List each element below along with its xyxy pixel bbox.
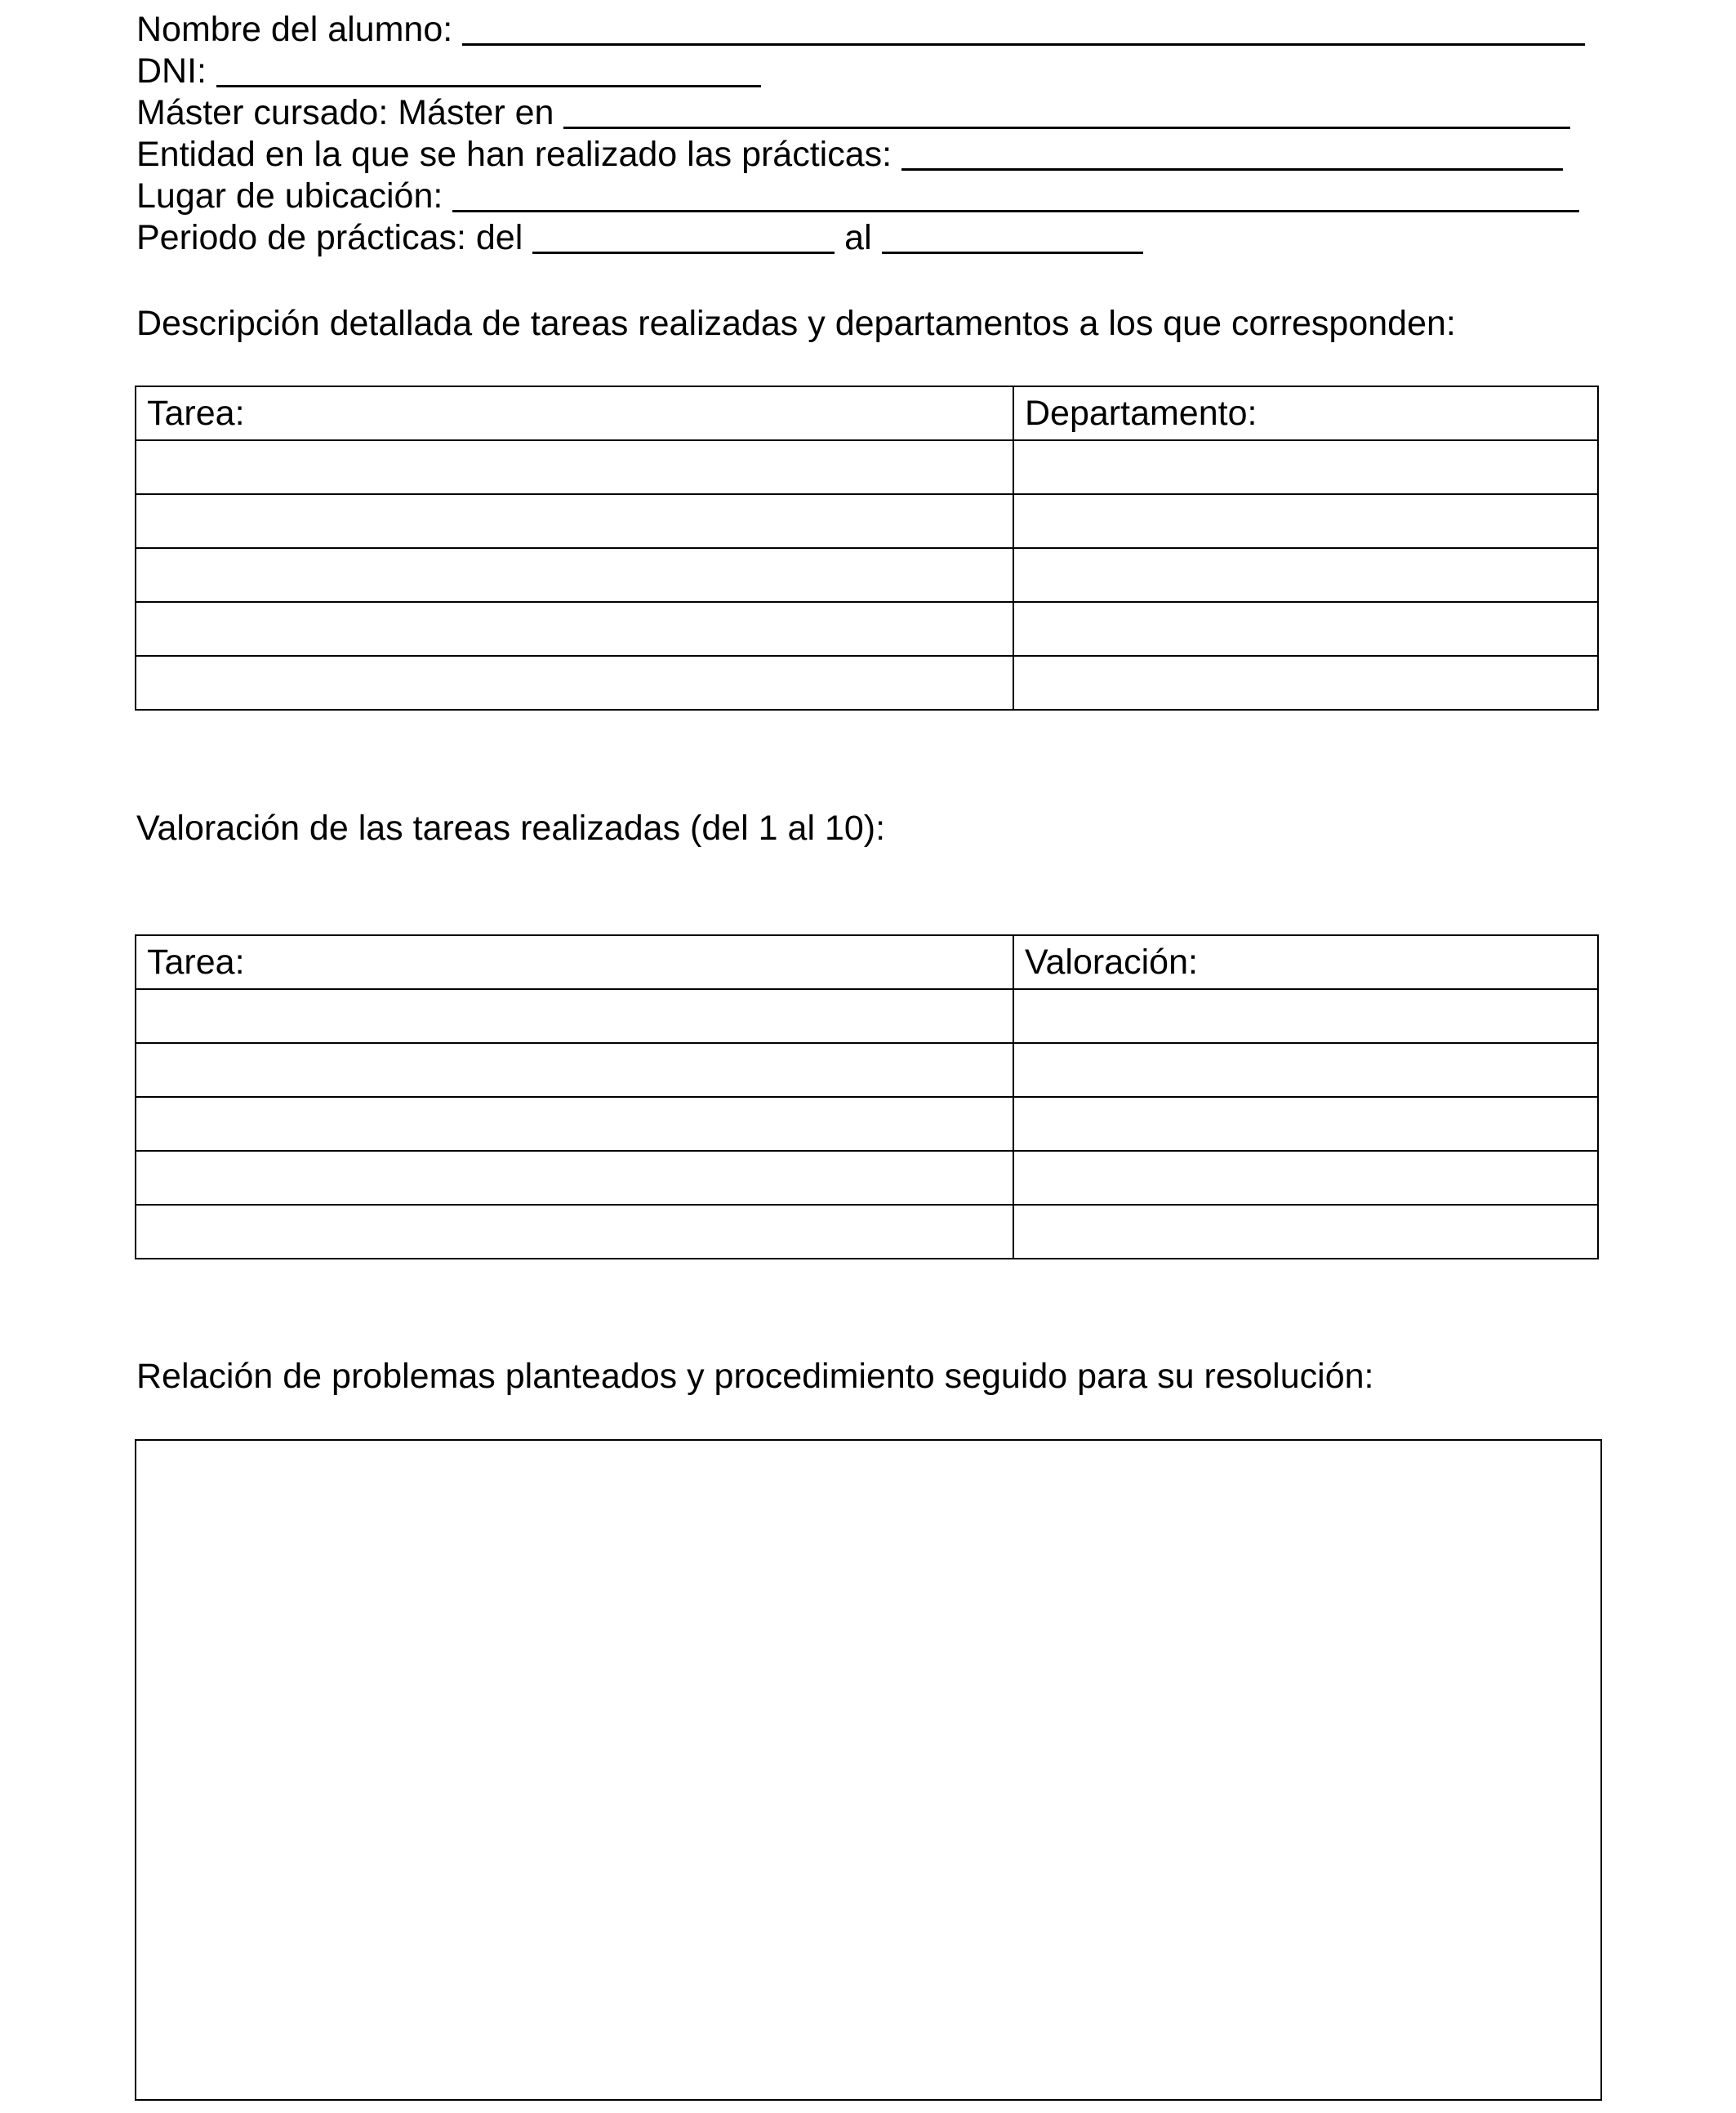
table-row <box>136 656 1598 710</box>
column-header-task: Tarea: <box>136 386 1013 440</box>
table-header-row <box>136 935 1598 989</box>
task-cell[interactable] <box>136 1097 1013 1151</box>
task-cell[interactable] <box>136 548 1013 602</box>
department-cell[interactable] <box>1013 602 1598 656</box>
entity-label: Entidad en la que se han realizado las prácticas: <box>136 135 902 174</box>
rating-table <box>135 934 1599 1259</box>
task-cell[interactable] <box>136 1205 1013 1259</box>
table-row <box>136 494 1598 548</box>
rating-cell[interactable] <box>1013 1097 1598 1151</box>
task-cell[interactable] <box>136 1043 1013 1097</box>
period-label: Periodo de prácticas: del <box>136 218 533 257</box>
task-cell[interactable] <box>136 656 1013 710</box>
rating-cell[interactable] <box>1013 1205 1598 1259</box>
entity-field[interactable] <box>901 137 1563 171</box>
table-row <box>136 602 1598 656</box>
dni-row <box>136 50 761 92</box>
task-cell[interactable] <box>136 440 1013 494</box>
student-name-label: Nombre del alumno: <box>136 10 463 49</box>
period-to-field[interactable] <box>882 221 1143 254</box>
dni-field[interactable] <box>216 54 761 87</box>
task-cell[interactable] <box>136 989 1013 1043</box>
master-label: Máster cursado: Máster en <box>136 93 564 132</box>
student-name-field[interactable] <box>462 12 1585 46</box>
table-row <box>136 548 1598 602</box>
tasks-table <box>135 386 1599 711</box>
task-cell[interactable] <box>136 1151 1013 1205</box>
problems-answer-box[interactable] <box>135 1439 1602 2101</box>
rating-cell[interactable] <box>1013 1043 1598 1097</box>
table-row <box>136 989 1598 1043</box>
department-cell[interactable] <box>1013 494 1598 548</box>
period-row <box>136 216 1143 259</box>
department-cell[interactable] <box>1013 548 1598 602</box>
problems-heading: Relación de problemas planteados y procedimiento seguido para su resolución: <box>136 1357 1374 1396</box>
location-field[interactable] <box>452 179 1579 212</box>
department-cell[interactable] <box>1013 440 1598 494</box>
dni-label: DNI: <box>136 51 216 91</box>
task-cell[interactable] <box>136 602 1013 656</box>
table-row <box>136 1097 1598 1151</box>
department-cell[interactable] <box>1013 656 1598 710</box>
column-header-task: Tarea: <box>136 935 1013 989</box>
column-header-department: Departamento: <box>1013 386 1598 440</box>
master-row <box>136 91 1570 134</box>
period-from-field[interactable] <box>532 221 835 254</box>
table-row <box>136 440 1598 494</box>
location-label: Lugar de ubicación: <box>136 176 453 216</box>
rating-cell[interactable] <box>1013 1151 1598 1205</box>
entity-row <box>136 133 1563 176</box>
period-to-label: al <box>835 218 882 257</box>
student-name-row <box>136 8 1585 51</box>
task-cell[interactable] <box>136 494 1013 548</box>
table-header-row <box>136 386 1598 440</box>
table-row <box>136 1043 1598 1097</box>
tasks-heading: Descripción detallada de tareas realizadas y departamentos a los que corresponden: <box>136 304 1456 343</box>
rating-cell[interactable] <box>1013 989 1598 1043</box>
rating-heading: Valoración de las tareas realizadas (del 1 al 10): <box>136 809 886 848</box>
column-header-rating: Valoración: <box>1013 935 1598 989</box>
table-row <box>136 1151 1598 1205</box>
location-row <box>136 175 1579 217</box>
master-field[interactable] <box>563 96 1570 129</box>
table-row <box>136 1205 1598 1259</box>
